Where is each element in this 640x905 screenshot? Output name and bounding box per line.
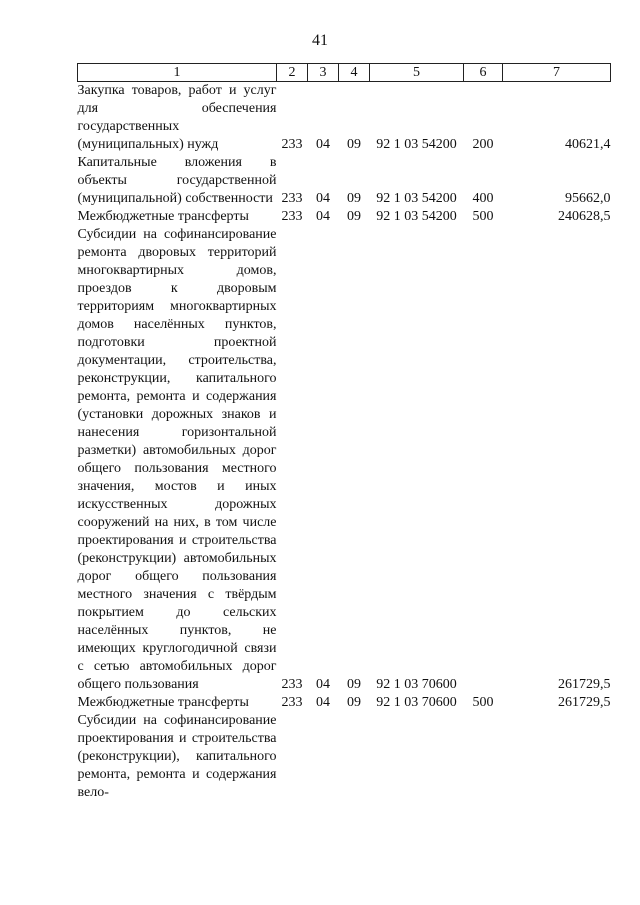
row-code-2: 233 bbox=[281, 137, 303, 152]
table-row bbox=[78, 712, 611, 802]
table-row bbox=[78, 82, 611, 155]
row-code-6: 500 bbox=[472, 695, 494, 710]
row-code-2: 233 bbox=[281, 695, 303, 710]
row-name: Закупка товаров, работ и услуг для обеспечения государственных (муниципальных) нужд bbox=[77, 83, 277, 152]
header-col-1: 1 bbox=[78, 64, 277, 82]
row-name: Субсидии на софинансирование проектирования и строительства (реконструкции), капитального ремонта, ремонта и содержания вело- bbox=[77, 713, 277, 800]
header-col-5: 5 bbox=[370, 64, 464, 82]
header-col-4: 4 bbox=[339, 64, 370, 82]
row-code-4: 09 bbox=[347, 137, 361, 152]
table-row bbox=[78, 208, 611, 226]
row-amount: 40621,4 bbox=[565, 137, 611, 152]
row-code-2: 233 bbox=[281, 209, 303, 224]
row-name: Межбюджетные трансферты bbox=[77, 695, 249, 710]
header-col-6: 6 bbox=[464, 64, 503, 82]
row-amount bbox=[503, 712, 611, 802]
row-code-5 bbox=[370, 712, 464, 802]
row-code-4 bbox=[339, 712, 370, 802]
table-row bbox=[78, 694, 611, 712]
row-code-6: 500 bbox=[472, 209, 494, 224]
page-number: 41 bbox=[312, 32, 328, 49]
row-code-5: 92 1 03 54200 bbox=[376, 209, 457, 224]
row-name: Межбюджетные трансферты bbox=[77, 209, 249, 224]
row-code-6 bbox=[464, 712, 503, 802]
row-code-5: 92 1 03 54200 bbox=[376, 191, 457, 206]
row-code-5: 92 1 03 70600 bbox=[376, 695, 457, 710]
row-code-2 bbox=[277, 712, 308, 802]
header-col-7: 7 bbox=[503, 64, 611, 82]
row-code-4: 09 bbox=[347, 695, 361, 710]
table-header bbox=[78, 64, 611, 82]
row-name: Субсидии на софинансирование ремонта дворовых территорий многоквартирных домов, проездов к дворовым территориям многоквартирных домов населённых пунктов, подготовки проектной документации, строительства, реконструкции, капитального ремонта, ремонта и содержания (установки дорожных знаков и нанесения горизонтальной разметки) автомобильных дорог общего пользования местного значения, мостов и иных искусственных дорожных сооружений на них, в том числе проектирования и строительства (реконструкции) автомобильных дорог общего пользования местного значения с твёрдым покрытием до сельских населённых пунктов, не имеющих круглогодичной связи с сетью автомобильных дорог общего пользования bbox=[77, 227, 277, 692]
row-code-3: 04 bbox=[316, 677, 330, 692]
row-code-4: 09 bbox=[347, 677, 361, 692]
row-code-4: 09 bbox=[347, 191, 361, 206]
table-body bbox=[78, 82, 611, 803]
row-amount: 95662,0 bbox=[565, 191, 611, 206]
header-row bbox=[78, 64, 611, 82]
table-row bbox=[78, 226, 611, 694]
row-code-3 bbox=[308, 712, 339, 802]
row-code-6 bbox=[464, 226, 503, 694]
budget-table bbox=[77, 63, 611, 802]
row-code-6: 200 bbox=[472, 137, 494, 152]
row-amount: 261729,5 bbox=[558, 695, 611, 710]
row-code-4: 09 bbox=[347, 209, 361, 224]
row-code-3: 04 bbox=[316, 695, 330, 710]
row-code-2: 233 bbox=[281, 191, 303, 206]
row-name: Капитальные вложения в объекты государственной (муниципальной) собственности bbox=[77, 155, 277, 206]
header-col-3: 3 bbox=[308, 64, 339, 82]
row-code-5: 92 1 03 54200 bbox=[376, 137, 457, 152]
row-code-2: 233 bbox=[281, 677, 303, 692]
row-code-3: 04 bbox=[316, 137, 330, 152]
row-code-5: 92 1 03 70600 bbox=[376, 677, 457, 692]
table-row bbox=[78, 154, 611, 208]
row-code-3: 04 bbox=[316, 191, 330, 206]
row-code-6: 400 bbox=[472, 191, 494, 206]
header-col-2: 2 bbox=[277, 64, 308, 82]
row-code-3: 04 bbox=[316, 209, 330, 224]
row-amount: 261729,5 bbox=[558, 677, 611, 692]
row-amount: 240628,5 bbox=[558, 209, 611, 224]
